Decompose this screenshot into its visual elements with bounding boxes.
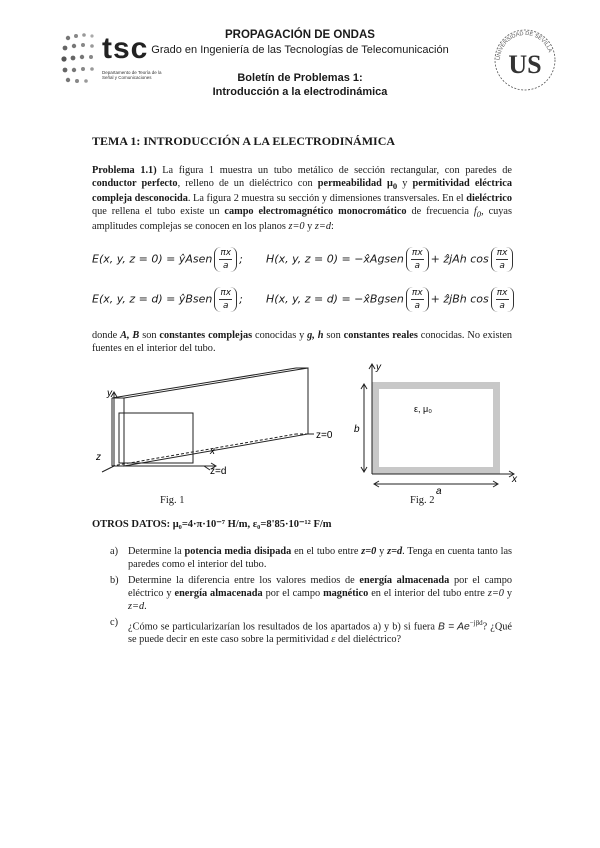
problem-text-17: : bbox=[331, 220, 334, 232]
fraction: $\frac{\pi x}{a}$ bbox=[406, 247, 429, 272]
tube-side-face bbox=[124, 368, 308, 466]
problem-statement bbox=[92, 165, 512, 234]
course-subtitle: Grado en Ingeniería de las Tecnologías de Telecomunicación bbox=[151, 44, 449, 56]
fraction: $\frac{\pi x}{a}$ bbox=[491, 247, 514, 272]
equation-e-zd: E(x, y, z = d) = ŷBsen $\frac{\pi x}{a}$ ; bbox=[92, 288, 243, 311]
fraction: $\frac{\pi x}{a}$ bbox=[214, 247, 237, 272]
problem-text-6: permitividad eléctrica compleja desconocida bbox=[92, 177, 512, 204]
problem-text-15: y bbox=[307, 220, 313, 232]
equation-h-zd: H(x, y, z = d) = −x̂Bgsen $\frac{\pi x}{a}$ + ẑjBh cos $\frac{\pi x}{a}$ bbox=[266, 287, 516, 312]
figure-2-cross-section bbox=[352, 360, 524, 496]
fraction: $\frac{\pi x}{a}$ bbox=[491, 287, 514, 312]
other-data: OTROS DATOS: μ₀=4·π·10⁻⁷ H/m, ε₀=8'85·10⁻¹² F/m bbox=[92, 519, 332, 530]
figure-1-tube bbox=[92, 362, 352, 482]
problem-text-8: dieléctrico bbox=[466, 192, 513, 204]
equation-e-z0: E(x, y, z = 0) = ŷAsen $\frac{\pi x}{a}$ ; bbox=[92, 248, 243, 271]
logo-text: tsc bbox=[102, 32, 149, 65]
fig2-label-b: b bbox=[354, 424, 360, 435]
sheet-title: Boletín de Problemas 1: bbox=[237, 72, 363, 84]
question-b: b) Determine la diferencia entre los valores medios de energía almacenada por el campo eléctrico y energía almacenada por el campo magnético en el interior del tubo entre z=0 y z=d. bbox=[110, 574, 513, 612]
problem-label: Problema 1.1) bbox=[92, 165, 157, 176]
course-title: PROPAGACIÓN DE ONDAS bbox=[225, 29, 375, 41]
tube-interior bbox=[379, 389, 493, 467]
fig1-label-y: y bbox=[107, 388, 112, 399]
seal-icon bbox=[493, 28, 557, 92]
fig1-label-z0: z=0 bbox=[316, 430, 333, 441]
problem-plane-z0: z=0 bbox=[288, 220, 305, 232]
tube-top-back-edge bbox=[112, 368, 296, 398]
seal-ring-text: UNIVERSIDAD DE SEVILLA bbox=[495, 30, 553, 61]
seal-letters: US bbox=[508, 50, 542, 79]
fraction: $\frac{\pi x}{a}$ bbox=[406, 287, 429, 312]
question-c: c) ¿Cómo se particularizarían los resultados de los apartados a) y b) si fuera $B = Ae^{-j\beta d}$? ¿Qué se puede decir en este caso sobre la permitividad ε del dieléctrico? bbox=[110, 616, 513, 645]
problem-text-10: campo electromagnético monocromático bbox=[224, 205, 407, 217]
fig2-label-y: y bbox=[376, 362, 381, 373]
tube-hidden-edge bbox=[112, 434, 296, 466]
problem-permeability: permeabilidad $\mu_0$ bbox=[317, 177, 398, 191]
university-seal bbox=[493, 28, 557, 92]
fig1-label-x: x bbox=[210, 446, 215, 457]
problem-text-3: , relleno de un dieléctrico con bbox=[177, 177, 313, 189]
fig2-label-x: x bbox=[512, 474, 517, 485]
fraction: $\frac{\pi x}{a}$ bbox=[214, 287, 237, 312]
problem-text-7: . La figura 2 muestra su sección y dimensiones transversales. En el bbox=[187, 192, 464, 204]
problem-text-9: que rellena el tubo existe un bbox=[92, 205, 220, 217]
fig1-label-zd: z=d bbox=[210, 466, 227, 477]
question-a: a) Determine la potencia media disipada en el tubo entre z=0 y z=d. Tenga en cuenta tanto las paredes como el interior del tubo. bbox=[110, 546, 513, 570]
question-list bbox=[110, 546, 512, 650]
z-axis bbox=[102, 466, 114, 472]
constants-description: donde A, B son constantes complejas conocidas y g, h son constantes reales conocidas. No existen fuentes en el interior del tubo. bbox=[92, 330, 513, 354]
problem-text-1: La figura 1 muestra un tubo metálico de sección rectangular, con paredes de bbox=[162, 165, 512, 176]
problem-plane-zd: z=d bbox=[314, 220, 331, 232]
logo-subtext: Departamento de Teoría de la Señal y Comunicaciones bbox=[102, 70, 162, 80]
figure-2-caption: Fig. 2 bbox=[410, 495, 435, 506]
equation-h-z0: H(x, y, z = 0) = −x̂Agsen $\frac{\pi x}{a}$ + ẑjAh cos $\frac{\pi x}{a}$ bbox=[266, 247, 515, 272]
problem-text-13: , cuyas amplitudes complejas se conocen en los planos bbox=[92, 205, 513, 232]
topic-heading: TEMA 1: INTRODUCCIÓN A LA ELECTRODINÁMICA bbox=[92, 134, 396, 148]
sheet-subtitle: Introducción a la electrodinámica bbox=[212, 86, 388, 98]
problem-text-11: de frecuencia bbox=[411, 205, 469, 217]
figure-1-caption: Fig. 1 bbox=[160, 495, 185, 506]
problem-text-2: conductor perfecto bbox=[92, 177, 178, 189]
problem-frequency: $f_0$ bbox=[473, 205, 482, 219]
fig2-label-a: a bbox=[436, 486, 442, 496]
fig2-medium-label: ε, μ₀ bbox=[414, 404, 432, 414]
problem-text-5: y bbox=[402, 177, 408, 189]
fig1-label-z: z bbox=[96, 452, 101, 463]
